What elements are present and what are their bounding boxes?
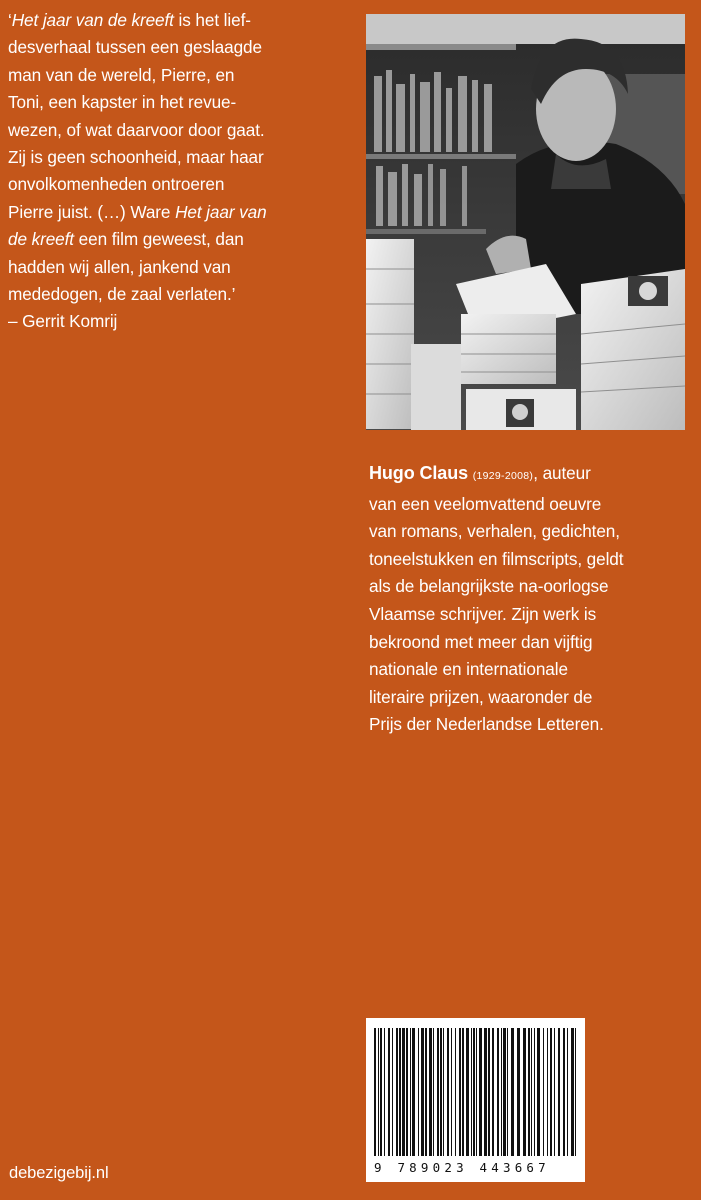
barcode-bar <box>384 1028 385 1156</box>
quote-line <box>8 7 343 34</box>
barcode-bars <box>366 1018 585 1160</box>
author-photo-image <box>366 14 685 430</box>
barcode-bar <box>402 1028 405 1156</box>
barcode-bar <box>531 1028 532 1156</box>
quote-line <box>8 171 343 198</box>
barcode-bar <box>503 1028 506 1156</box>
quote-title-italic: Het jaar van de kreeft <box>11 10 174 30</box>
barcode-bar <box>421 1028 424 1156</box>
barcode-bar <box>399 1028 401 1156</box>
barcode-bar <box>473 1028 475 1156</box>
bio-line: van romans, verhalen, gedichten, <box>369 521 620 542</box>
barcode-bar <box>501 1028 502 1156</box>
barcode-bar <box>388 1028 390 1156</box>
barcode-bar <box>484 1028 487 1156</box>
quote-text: Pierre juist. (…) Ware <box>8 201 176 222</box>
barcode-bar <box>547 1028 548 1156</box>
barcode-bar <box>507 1028 508 1156</box>
barcode-bar <box>374 1028 376 1156</box>
barcode-bar <box>476 1028 477 1156</box>
barcode-bar <box>575 1028 576 1156</box>
bio-line: literaire prijzen, waaronder de <box>369 686 593 707</box>
barcode-bar <box>459 1028 461 1156</box>
barcode-bar <box>528 1028 530 1156</box>
barcode-bar <box>558 1028 560 1156</box>
bio-line: van een veelomvattend oeuvre <box>369 493 602 514</box>
back-cover-quote <box>8 7 343 336</box>
quote-line <box>8 281 343 308</box>
barcode-bar <box>471 1028 472 1156</box>
barcode-bar <box>479 1028 482 1156</box>
barcode-bar <box>410 1028 411 1156</box>
isbn-number: 9 789023 443667 <box>374 1160 550 1175</box>
quote-line <box>8 144 343 171</box>
barcode-bar <box>537 1028 540 1156</box>
bio-line: nationale en internationale <box>369 659 568 680</box>
barcode-bar <box>571 1028 574 1156</box>
barcode-bar <box>392 1028 393 1156</box>
barcode-bar <box>440 1028 442 1156</box>
author-photo <box>366 14 685 430</box>
author-bio <box>369 460 689 739</box>
barcode-bar <box>433 1028 434 1156</box>
quote-text: wezen, of wat daarvoor door gaat. <box>8 119 265 140</box>
barcode-bar <box>462 1028 464 1156</box>
barcode-bar <box>451 1028 452 1156</box>
bio-first-line <box>369 460 689 491</box>
barcode-bar <box>492 1028 494 1156</box>
barcode-bar <box>380 1028 382 1156</box>
quote-title-italic: Het jaar van <box>175 201 267 222</box>
quote-text: een film geweest, dan <box>73 229 244 250</box>
barcode-bar <box>412 1028 415 1156</box>
barcode-bar <box>455 1028 456 1156</box>
quote-text: Zij is geen schoonheid, maar haar <box>8 147 264 168</box>
barcode-bar <box>443 1028 444 1156</box>
quote-text: ‘ <box>8 10 12 30</box>
barcode-bar <box>396 1028 398 1156</box>
bio-line: toneelstukken en filmscripts, geldt <box>369 548 624 569</box>
barcode-bar <box>488 1028 490 1156</box>
barcode-bar <box>523 1028 526 1156</box>
quote-line <box>8 254 343 281</box>
barcode-bar <box>447 1028 449 1156</box>
quote-text: mededogen, de zaal verlaten.’ <box>8 284 236 305</box>
barcode-bar <box>425 1028 427 1156</box>
quote-line <box>8 226 343 253</box>
bio-first-line-rest: , auteur <box>533 463 591 483</box>
quote-text: man van de wereld, Pierre, en <box>8 64 235 85</box>
quote-line <box>8 308 343 335</box>
isbn-barcode <box>366 1018 585 1182</box>
quote-line <box>8 117 343 144</box>
quote-text: desverhaal tussen een geslaagde <box>8 37 262 58</box>
barcode-bar <box>517 1028 520 1156</box>
barcode-bar <box>534 1028 535 1156</box>
barcode-bar <box>543 1028 544 1156</box>
quote-text: is het lief- <box>173 10 251 30</box>
barcode-bar <box>497 1028 499 1156</box>
author-name: Hugo Claus <box>369 463 469 483</box>
quote-line <box>8 62 343 89</box>
quote-title-italic: de kreeft <box>8 229 74 250</box>
publisher-website[interactable]: debezigebij.nl <box>9 1164 109 1182</box>
quote-line <box>8 199 343 226</box>
barcode-bar <box>378 1028 379 1156</box>
barcode-bar <box>418 1028 419 1156</box>
quote-text: onvolkomenheden ontroeren <box>8 174 225 195</box>
bio-line: Vlaamse schrijver. Zijn werk is <box>369 603 597 624</box>
quote-line <box>8 89 343 116</box>
barcode-bar <box>406 1028 408 1156</box>
bio-line: als de belangrijkste na-oorlogse <box>369 576 609 597</box>
barcode-bar <box>554 1028 555 1156</box>
quote-text: – Gerrit Komrij <box>8 311 118 332</box>
barcode-bar <box>437 1028 439 1156</box>
barcode-bar <box>429 1028 432 1156</box>
quote-line <box>8 34 343 61</box>
bio-line: bekroond met meer dan vijftig <box>369 631 593 652</box>
quote-text: Toni, een kapster in het revue- <box>8 92 237 113</box>
barcode-bar <box>466 1028 469 1156</box>
quote-text: hadden wij allen, jankend van <box>8 256 231 277</box>
barcode-bar <box>511 1028 514 1156</box>
barcode-bar <box>563 1028 565 1156</box>
author-years: (1929-2008) <box>472 470 534 482</box>
barcode-bar <box>550 1028 552 1156</box>
barcode-bar <box>567 1028 568 1156</box>
bio-line: Prijs der Nederlandse Letteren. <box>369 714 604 735</box>
